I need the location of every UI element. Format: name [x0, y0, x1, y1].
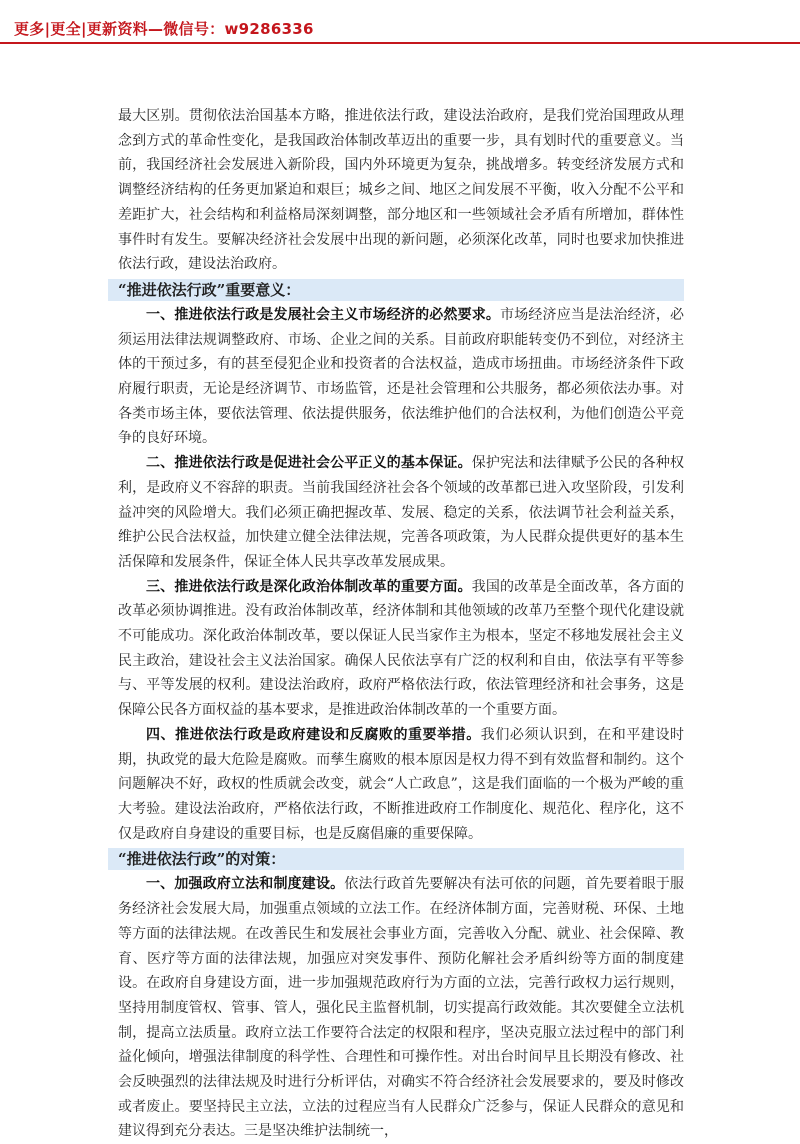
item-lead: 一、加强政府立法和制度建设。 [146, 876, 345, 893]
item-body: 我国的改革是全面改革，各方面的改革必须协调推进。没有政治体制改革，经济体制和其他领域的改革乃至整个现代化建设就不可能成功。深化政治体制改革，要以保证人民当家作主为根本，坚定不移地发展社会主义民主政治，建设社会主义法治国家。确保人民依法享有广泛的权利和自由，依法享有平等参与、平等发展的权利。建设法治政府，政府严格依法行政，依法管理经济和社会事务，这是保障公民各方面权益的基本要求，是推进政治体制改革的一个重要方面。 [118, 578, 685, 719]
section-heading-significance: “推进依法行政”重要意义： [108, 279, 684, 301]
significance-item-3 [118, 575, 684, 723]
significance-item-1 [118, 303, 684, 451]
intro-paragraph: 最大区别。贯彻依法治国基本方略，推进依法行政，建设法治政府，是我们党治国理政从理念到方式的革命性变化，是我国政治体制改革迈出的重要一步，具有划时代的重要意义。当前，我国经济社会发展进入新阶段，国内外环境更为复杂，挑战增多。转变经济发展方式和调整经济结构的任务更加紧迫和艰巨；城乡之间、地区之间发展不平衡，收入分配不公平和差距扩大，社会结构和利益格局深刻调整，部分地区和一些领域社会矛盾有所增加，群体性事件时有发生。要解决经济社会发展中出现的新问题，必须深化改革，同时也要求加快推进依法行政，建设法治政府。 [118, 108, 684, 273]
wechat-banner-text: 更多|更全|更新资料—微信号：w9286336 [14, 20, 314, 38]
item-body: 我们必须认识到，在和平建设时期，执政党的最大危险是腐败。而孳生腐败的根本原因是权力得不到有效监督和制约。这个问题解决不好，政权的性质就会改变，就会“人亡政息”，这是我们面临的一个极为严峻的重大考验。建设法治政府，严格依法行政，不断推进政府工作制度化、规范化、程序化，这不仅是政府自身建设的重要目标，也是反腐倡廉的重要保障。 [118, 726, 685, 842]
item-lead: 四、推进依法行政是政府建设和反腐败的重要举措。 [146, 726, 481, 743]
banner-divider [0, 42, 800, 44]
item-body: 市场经济应当是法治经济，必须运用法律法规调整政府、市场、企业之间的关系。目前政府职能转变仍不到位，对经济主体的干预过多，有的甚至侵犯企业和投资者的合法权益，造成市场扭曲。市场经济条件下政府履行职责，无论是经济调节、市场监管，还是社会管理和公共服务，都必须依法办事。对各类市场主体，要依法管理、依法提供服务，依法维护他们的合法权利，为他们创造公平竞争的良好环境。 [118, 306, 685, 447]
significance-item-2 [118, 451, 684, 575]
item-body: 依法行政首先要解决有法可依的问题，首先要着眼于服务经济社会发展大局，加强重点领域的立法工作。在经济体制方面，完善财税、环保、土地等方面的法律法规。在改善民生和发展社会事业方面，完善收入分配、就业、社会保障、教育、医疗等方面的法律法规，加强应对突发事件、预防化解社会矛盾纠纷等方面的制度建设。在政府自身建设方面，进一步加强规范政府行为方面的立法，完善行政权力运行规则，坚持用制度管权、管事、管人，强化民主监督机制，切实提高行政效能。其次要健全立法机制，提高立法质量。政府立法工作要符合法定的权限和程序，坚决克服立法过程中的部门利益化倾向，增强法律制度的科学性、合理性和可操作性。对出台时间早且长期没有修改、社会反映强烈的法律法规及时进行分析评估，对确实不符合经济社会发展要求的，要及时修改或者废止。要坚持民主立法，立法的过程应当有人民群众广泛参与，保证人民群众的意见和建议得到充分表达。三是坚决维护法制统一， [118, 876, 685, 1140]
top-banner [0, 0, 800, 46]
item-lead: 三、推进依法行政是深化政治体制改革的重要方面。 [146, 578, 472, 595]
item-lead: 一、推进依法行政是发展社会主义市场经济的必然要求。 [146, 306, 501, 323]
document-body [118, 104, 684, 1144]
section-heading-countermeasures: “推进依法行政”的对策： [108, 848, 684, 870]
item-lead: 二、推进依法行政是促进社会公平正义的基本保证。 [146, 455, 472, 472]
significance-item-4 [118, 723, 684, 847]
countermeasure-item-1 [118, 872, 684, 1144]
item-body: 保护宪法和法律赋予公民的各种权利，是政府义不容辞的职责。当前我国经济社会各个领域的改革都已进入攻坚阶段，引发利益冲突的风险增大。我们必须正确把握改革、发展、稳定的关系，依法调节社会利益关系，维护公民合法权益，加快建立健全法律法规，完善各项政策，为人民群众提供更好的基本生活保障和发展条件，保证全体人民共享改革发展成果。 [118, 455, 685, 570]
